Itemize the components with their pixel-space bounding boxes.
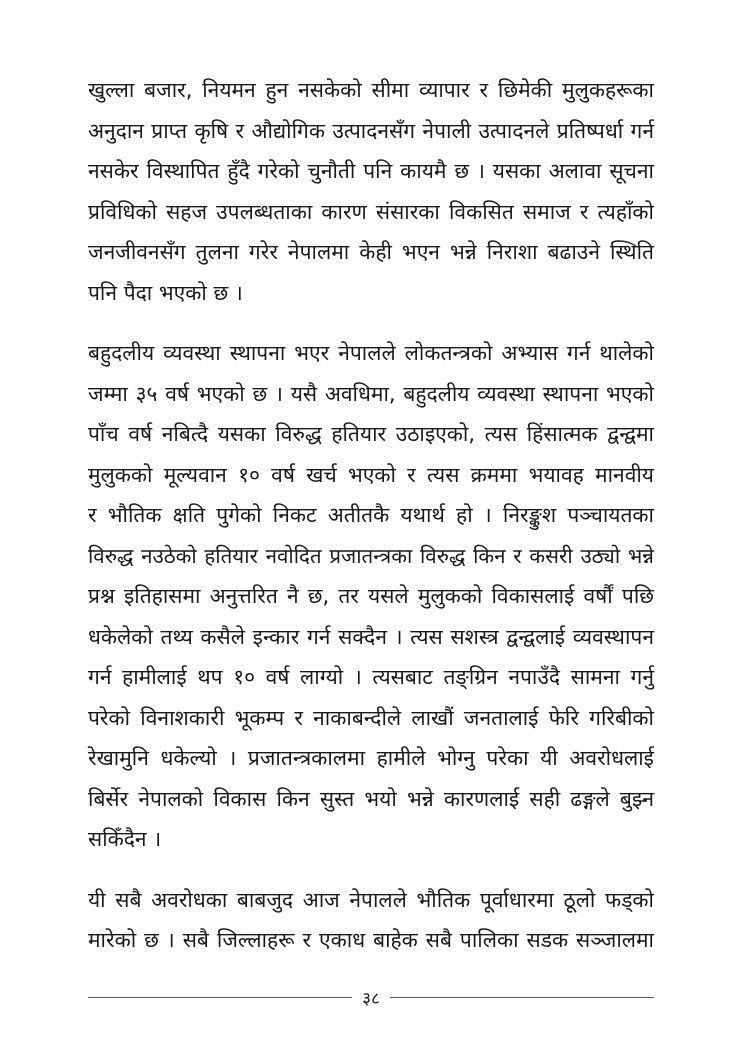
text-line: पनि पैदा भएको छ । bbox=[88, 280, 243, 305]
footer-rule-right bbox=[390, 997, 654, 998]
text-line: गर्न हामीलाई थप १० वर्ष लाग्यो । त्यसबाट तङ्ग्रिन नपाउँदै सामना गर्नु bbox=[88, 665, 654, 689]
text-line: नसकेर विस्थापित हुँदै गरेको चुनौती पनि कायमै छ । यसका अलावा सूचना bbox=[88, 159, 654, 183]
text-line: जम्मा ३५ वर्ष भएको छ । यसै अवधिमा, बहुदलीय व्यवस्था स्थापना भएको bbox=[88, 381, 654, 406]
footer-rule-left bbox=[88, 997, 352, 998]
text-line: पाँच वर्ष नबित्दै यसका विरुद्ध हतियार उठाइएको, त्यस हिंसात्मक द्वन्द्वमा bbox=[88, 422, 654, 446]
text-line: प्रश्न इतिहासमा अनुत्तरित नै छ, तर यसले मुलुकको विकासलाई वर्षौं पछि bbox=[88, 584, 654, 608]
text-line: जनजीवनसँग तुलना गरेर नेपालमा केही भएन भन्ने निराशा बढाउने स्थिति bbox=[88, 240, 654, 264]
text-line: र भौतिक क्षति पुगेको निकट अतीतकै यथार्थ हो । निरङ्कुश पञ्चायतका bbox=[88, 503, 654, 527]
page-number: ३८ bbox=[362, 988, 380, 1009]
paragraph bbox=[88, 333, 654, 860]
text-line: विरुद्ध नउठेको हतियार नवोदित प्रजातन्त्रका विरुद्ध किन र कसरी उठ्यो भन्ने bbox=[88, 543, 654, 568]
text-line: खुल्ला बजार, नियमन हुन नसकेको सीमा व्यापार र छिमेकी मुलुकहरूका bbox=[88, 78, 654, 102]
text-line: रेखामुनि धकेल्यो । प्रजातन्त्रकालमा हामीले भोग्नु परेका यी अवरोधलाई bbox=[88, 746, 654, 770]
text-line: मुलुकको मूल्यवान १० वर्ष खर्च भएको र त्यस क्रममा भयावह मानवीय bbox=[88, 462, 654, 487]
text-line: प्रविधिको सहज उपलब्धताका कारण संसारका विकसित समाज र त्यहाँको bbox=[88, 199, 654, 224]
text-line: सकिँदैन । bbox=[88, 827, 162, 851]
text-line: अनुदान प्राप्त कृषि र औद्योगिक उत्पादनसँग नेपाली उत्पादनले प्रतिष्पर्धा गर्न bbox=[88, 118, 654, 143]
text-line: यी सबै अवरोधका बाबजुद आज नेपालले भौतिक पूर्वाधारमा ठूलो फड्को bbox=[88, 887, 654, 912]
text-line: परेको विनाशकारी भूकम्प र नाकाबन्दीले लाखौं जनतालाई फेरि गरिबीको bbox=[88, 705, 654, 730]
paragraph bbox=[88, 70, 654, 313]
text-line: बिर्सेर नेपालको विकास किन सुस्त भयो भन्ने कारणलाई सही ढङ्गले बुझ्न bbox=[88, 786, 654, 811]
text-line: मारेको छ । सबै जिल्लाहरू र एकाध बाहेक सबै पालिका सडक सञ्जालमा bbox=[88, 928, 654, 952]
page-footer bbox=[88, 985, 654, 1009]
text-line: धकेलेको तथ्य कसैले इन्कार गर्न सक्दैन । त्यस सशस्त्र द्वन्द्वलाई व्यवस्थापन bbox=[88, 624, 654, 649]
paragraph bbox=[88, 880, 654, 961]
text-line: बहुदलीय व्यवस्था स्थापना भएर नेपालले लोकतन्त्रको अभ्यास गर्न थालेको bbox=[88, 341, 654, 365]
document-body bbox=[88, 70, 654, 961]
